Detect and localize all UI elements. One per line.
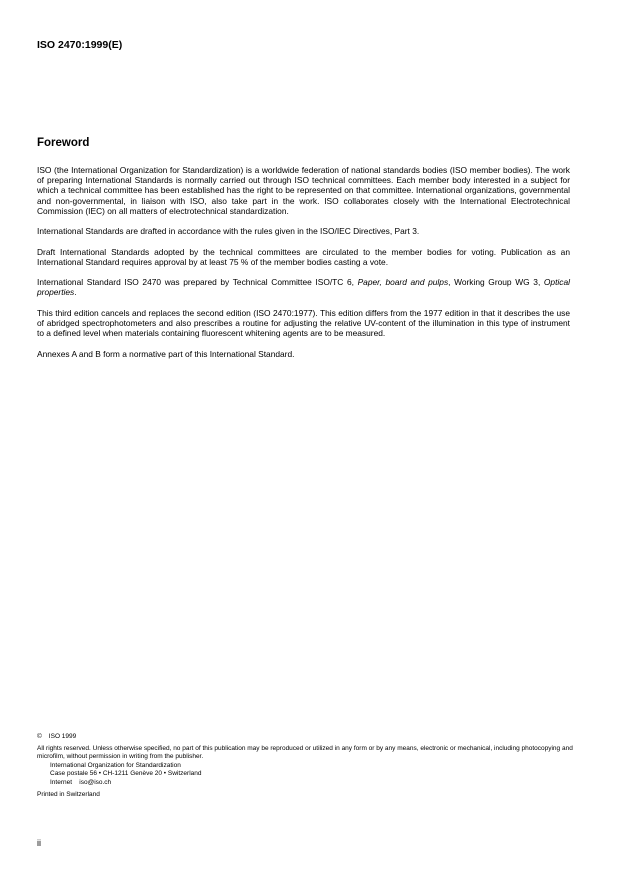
paragraph-drafting-rules: International Standards are drafted in accordance with the rules given in the ISO/IEC Directives, Part 3. <box>37 226 420 237</box>
publisher-org: International Organization for Standardization <box>50 761 181 769</box>
page-number: ii <box>37 838 41 848</box>
committee-title: Paper, board and pulps <box>357 277 449 288</box>
paragraph-edition-changes: This third edition cancels and replaces the second edition (ISO 2470:1977). This edition differs from the 1977 edition in that it describes the use of abridged spectrophotometers and also prescribes a routine for adjusting the relative UV-content of the illumination in this type of instrument to a defined level when materials containing fluorescent whitening agents are to be measured. <box>37 307 570 339</box>
printed-in: Printed in Switzerland <box>37 790 100 798</box>
committee-mid-text: , Working Group WG 3, <box>448 277 544 288</box>
paragraph-voting: Draft International Standards adopted by the technical committees are circulated to the member bodies for voting. Publication as an International Standard requires approval by at least 75 % of the member bodies casting a vote. <box>37 246 570 267</box>
copyright-block <box>37 733 582 799</box>
publisher-address: Case postale 56 • CH-1211 Genève 20 • Switzerland <box>50 770 202 778</box>
rights-statement: All rights reserved. Unless otherwise specified, no part of this publication may be reproduced or utilized in any form or by any means, electronic or mechanical, including photocopying and microfilm, without permission in writing from the publisher. <box>37 744 573 761</box>
copyright-symbol: © <box>37 733 42 740</box>
committee-lead-text: International Standard ISO 2470 was prepared by Technical Committee ISO/TC 6, <box>37 277 358 288</box>
paragraph-iso-intro: ISO (the International Organization for Standardization) is a worldwide federation of national standards bodies (ISO member bodies). The work of preparing International Standards is normally carried out through ISO technical committees. Each member body interested in a subject for which a technical committee has been established has the right to be represented on that committee. International organizations, governmental and non-governmental, in liaison with ISO, also take part in the work. ISO collaborates closely with the International Electrotechnical Commission (IEC) on all matters of electrotechnical standardization. <box>37 165 570 216</box>
paragraph-committee <box>37 277 570 297</box>
foreword-heading: Foreword <box>37 137 90 149</box>
committee-end-text: . <box>74 287 77 298</box>
publisher-email-link[interactable]: iso@iso.ch <box>79 778 112 786</box>
copyright-line <box>37 733 582 742</box>
paragraph-annexes: Annexes A and B form a normative part of this International Standard. <box>37 348 295 359</box>
foreword-body <box>37 165 570 369</box>
working-group-title: Optical properties <box>37 277 570 298</box>
copyright-year: ISO 1999 <box>48 733 77 740</box>
internet-label: Internet <box>50 778 73 786</box>
document-id: ISO 2470:1999(E) <box>37 39 123 51</box>
publisher-internet <box>37 779 582 788</box>
